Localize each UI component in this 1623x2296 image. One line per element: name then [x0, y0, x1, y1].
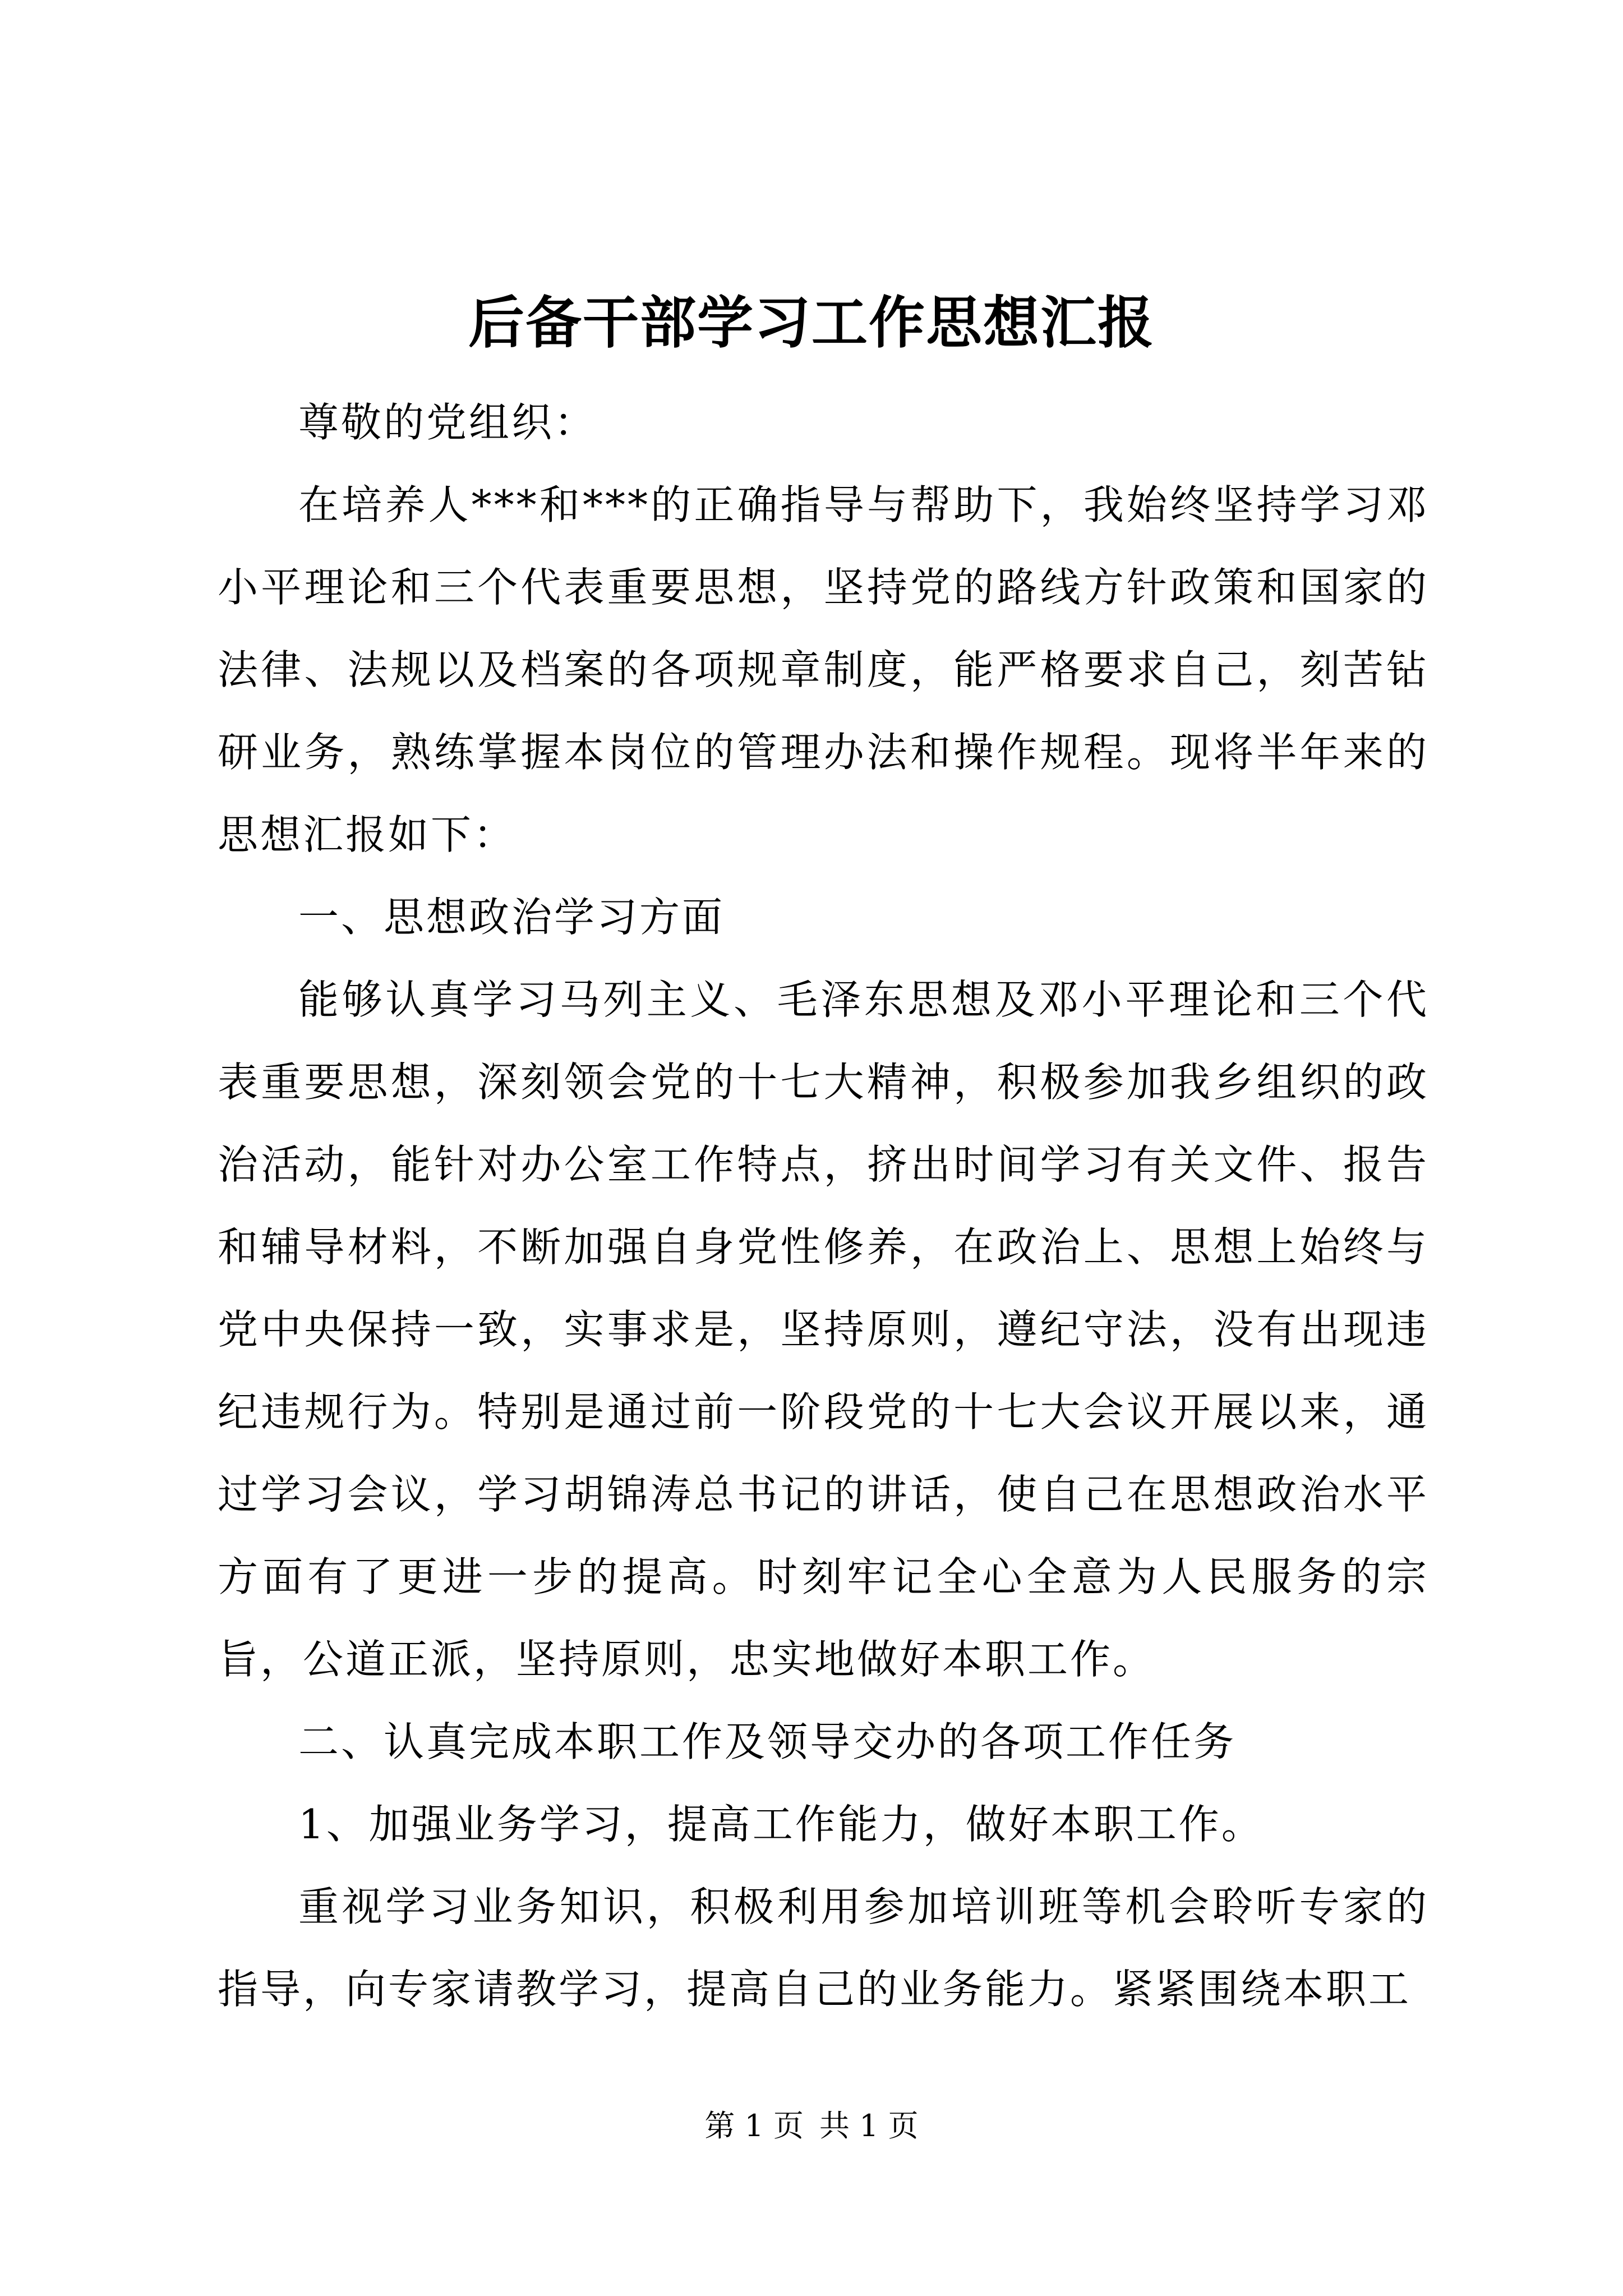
page-number: 第 1 页: [704, 2108, 804, 2143]
section-1-paragraph: 能够认真学习马列主义、毛泽东思想及邓小平理论和三个代表重要思想，深刻领会党的十七大精神，积极参加我乡组织的政治活动，能针对办公室工作特点，挤出时间学习有关文件、报告和辅导材料，不断加强自身党性修养，在政治上、思想上始终与党中央保持一致，实事求是，坚持原则，遵纪守法，没有出现违纪违规行为。特别是通过前一阶段党的十七大会议开展以来，通过学习会议，学习胡锦涛总书记的讲话，使自己在思想政治水平方面有了更进一步的提高。时刻牢记全心全意为人民服务的宗旨，公道正派，坚持原则，忠实地做好本职工作。: [218, 976, 1429, 1683]
salutation: 尊敬的党组织：: [298, 399, 597, 446]
section-heading-1: 一、思想政治学习方面: [298, 894, 725, 941]
page-total: 共 1 页: [819, 2108, 919, 2143]
section-heading-2: 二、认真完成本职工作及领导交办的各项工作任务: [298, 1718, 1237, 1765]
subsection-heading-1: 1、加强业务学习，提高工作能力，做好本职工作。: [298, 1801, 1264, 1848]
subsection-1-paragraph: 重视学习业务知识，积极利用参加培训班等机会聆听专家的指导，向专家请教学习，提高自己的业务能力。紧紧围绕本职工: [218, 1883, 1429, 2013]
page-footer: [0, 2104, 1623, 2148]
intro-paragraph: 在培养人***和***的正确指导与帮助下，我始终坚持学习邓小平理论和三个代表重要思想，坚持党的路线方针政策和国家的法律、法规以及档案的各项规章制度，能严格要求自己，刻苦钻研业务，熟练掌握本岗位的管理办法和操作规程。现将半年来的思想汇报如下：: [218, 481, 1429, 858]
document-body: [218, 381, 1429, 2031]
document-title: 后备干部学习工作思想汇报: [468, 289, 1155, 356]
